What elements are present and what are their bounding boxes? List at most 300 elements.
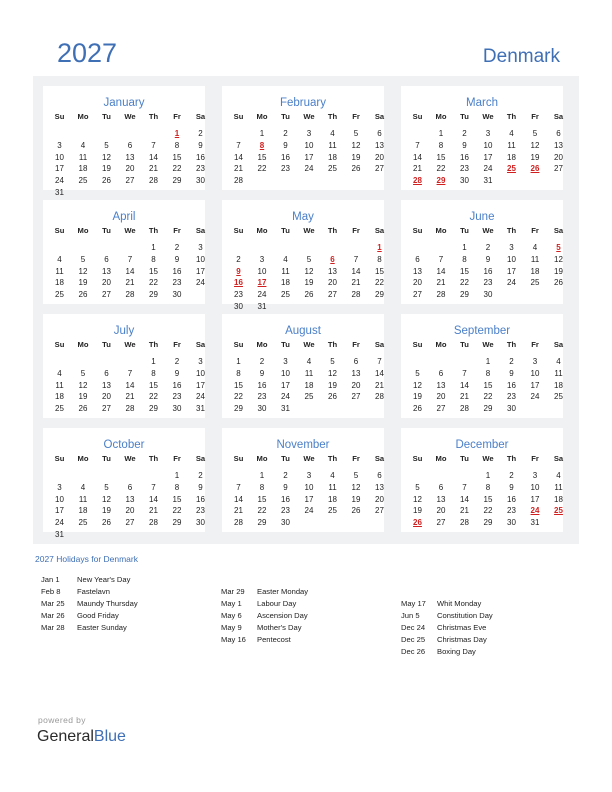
day-cell: 15 — [460, 266, 469, 276]
day-cell: 30 — [483, 290, 493, 300]
day-cell: 21 — [413, 164, 422, 174]
weekday-header: Tu — [102, 112, 111, 121]
weekday-header: We — [124, 340, 136, 349]
day-cell: 26 — [304, 290, 314, 300]
holiday-name: Pentecost — [257, 634, 291, 644]
holiday-day-cell: 6 — [330, 254, 335, 264]
day-cell: 27 — [102, 404, 111, 414]
month-october — [43, 428, 206, 539]
day-cell: 2 — [462, 129, 467, 138]
day-cell: 3 — [485, 129, 491, 138]
country-name: Denmark — [482, 46, 560, 67]
month-title: November — [276, 439, 330, 451]
month-march — [401, 86, 563, 190]
day-cell: 19 — [554, 266, 563, 276]
day-cell: 27 — [125, 176, 135, 186]
weekday-header: Th — [506, 454, 517, 463]
weekday-header: Fr — [531, 112, 539, 121]
weekday-header: Mo — [256, 226, 268, 235]
day-cell: 11 — [507, 140, 516, 150]
day-cell: 1 — [259, 129, 265, 138]
day-cell: 22 — [375, 278, 384, 288]
day-cell: 11 — [328, 482, 337, 492]
day-cell: 20 — [436, 392, 446, 402]
day-cell: 6 — [415, 254, 420, 264]
day-cell: 4 — [532, 243, 538, 252]
day-cell: 1 — [236, 357, 241, 366]
day-cell: 10 — [55, 152, 64, 162]
holiday-date: Mar 25 — [41, 598, 65, 608]
day-cell: 19 — [304, 278, 314, 288]
day-cell: 12 — [351, 482, 361, 492]
day-cell: 10 — [530, 482, 540, 492]
weekday-header: We — [482, 340, 494, 349]
day-cell: 27 — [375, 164, 384, 174]
holiday-day-cell: 1 — [174, 129, 180, 138]
day-cell: 18 — [554, 494, 563, 504]
day-cell: 3 — [198, 357, 203, 366]
day-cell: 17 — [55, 506, 64, 516]
holiday-name: Good Friday — [77, 610, 119, 620]
day-cell: 11 — [304, 368, 314, 378]
day-cell: 8 — [462, 254, 467, 264]
day-cell: 19 — [102, 164, 111, 174]
day-cell: 3 — [57, 482, 62, 492]
day-cell: 12 — [328, 368, 337, 378]
day-cell: 14 — [460, 494, 469, 504]
day-cell: 3 — [259, 254, 265, 264]
weekday-header: Tu — [102, 454, 111, 463]
day-cell: 16 — [172, 266, 182, 276]
day-cell: 15 — [257, 494, 267, 504]
month-title: June — [469, 211, 495, 223]
weekday-header: Tu — [460, 112, 469, 121]
day-cell: 29 — [483, 404, 493, 414]
month-title: September — [453, 325, 511, 337]
day-cell: 19 — [328, 380, 337, 390]
weekday-header: Su — [412, 226, 423, 235]
day-cell: 27 — [351, 392, 361, 402]
day-cell: 2 — [236, 254, 241, 264]
day-cell: 3 — [306, 129, 312, 138]
day-cell: 11 — [78, 494, 88, 504]
day-cell: 2 — [174, 357, 180, 366]
month-may — [222, 200, 385, 311]
day-cell: 20 — [328, 278, 337, 288]
day-cell: 12 — [102, 494, 111, 504]
holiday-date: Jan 1 — [41, 575, 60, 584]
weekday-header: Fr — [173, 112, 181, 121]
weekday-header: Fr — [173, 454, 181, 463]
day-cell: 15 — [172, 152, 182, 162]
weekday-header: Th — [148, 226, 159, 235]
weekday-header: Fr — [352, 226, 360, 235]
day-cell: 6 — [377, 471, 382, 480]
day-cell: 19 — [351, 152, 361, 162]
day-cell: 21 — [351, 278, 361, 288]
day-cell: 11 — [530, 254, 540, 264]
day-cell: 18 — [328, 494, 337, 504]
day-cell: 19 — [78, 278, 88, 288]
holiday-date: May 6 — [221, 610, 242, 620]
day-cell: 8 — [485, 368, 491, 378]
weekday-header: Fr — [173, 340, 181, 349]
day-cell: 17 — [196, 380, 205, 390]
holiday-name: Easter Sunday — [77, 622, 127, 632]
month-title: April — [112, 211, 136, 223]
day-cell: 13 — [102, 266, 111, 276]
holiday-date: May 17 — [401, 599, 426, 608]
day-cell: 15 — [234, 380, 243, 390]
day-cell: 16 — [281, 152, 290, 162]
weekday-header: We — [482, 454, 494, 463]
day-cell: 31 — [55, 530, 64, 539]
day-cell: 20 — [125, 506, 135, 516]
day-cell: 30 — [172, 290, 182, 300]
day-cell: 18 — [554, 380, 563, 390]
day-cell: 6 — [104, 368, 109, 378]
day-cell: 10 — [281, 368, 290, 378]
holiday-date: Dec 24 — [401, 622, 426, 632]
day-cell: 24 — [281, 392, 290, 402]
day-cell: 21 — [460, 506, 469, 516]
holiday-day-cell: 28 — [413, 176, 422, 186]
day-cell: 4 — [283, 254, 288, 264]
brand-blue: Blue — [93, 728, 126, 745]
weekday-header: Fr — [531, 226, 539, 235]
weekday-header: We — [482, 226, 494, 235]
day-cell: 11 — [554, 482, 563, 492]
day-cell: 5 — [415, 482, 420, 492]
day-cell: 20 — [102, 392, 111, 402]
day-cell: 5 — [306, 254, 312, 264]
day-cell: 9 — [174, 254, 180, 264]
weekday-header: Mo — [435, 340, 447, 349]
day-cell: 5 — [353, 471, 359, 480]
day-cell: 25 — [55, 290, 64, 300]
day-cell: 27 — [436, 404, 446, 414]
day-cell: 19 — [530, 152, 540, 162]
day-cell: 20 — [554, 152, 563, 162]
day-cell: 16 — [257, 380, 267, 390]
day-cell: 27 — [328, 290, 337, 300]
day-cell: 4 — [330, 471, 335, 480]
day-cell: 15 — [483, 380, 493, 390]
day-cell: 13 — [125, 152, 135, 162]
day-cell: 23 — [507, 392, 516, 402]
day-cell: 2 — [509, 357, 514, 366]
day-cell: 21 — [234, 506, 243, 516]
weekday-header: Mo — [77, 112, 89, 121]
day-cell: 6 — [377, 129, 382, 138]
day-cell: 15 — [375, 266, 384, 276]
weekday-header: Tu — [281, 112, 290, 121]
day-cell: 8 — [174, 140, 180, 150]
weekday-header: Su — [54, 454, 65, 463]
holiday-day-cell: 25 — [507, 164, 516, 174]
weekday-header: Sa — [195, 454, 206, 463]
day-cell: 7 — [236, 482, 241, 492]
day-cell: 2 — [198, 129, 203, 138]
weekday-header: Fr — [531, 454, 539, 463]
weekday-header: Su — [233, 454, 244, 463]
day-cell: 6 — [438, 482, 444, 492]
day-cell: 27 — [413, 290, 422, 300]
holiday-name: Whit Monday — [437, 599, 482, 608]
weekday-header: Th — [506, 226, 517, 235]
day-cell: 20 — [351, 380, 361, 390]
day-cell: 13 — [351, 368, 361, 378]
holiday-day-cell: 25 — [554, 506, 563, 516]
day-cell: 7 — [151, 482, 156, 492]
day-cell: 8 — [151, 368, 156, 378]
weekday-header: Th — [148, 340, 159, 349]
day-cell: 24 — [196, 278, 205, 288]
month-august — [222, 314, 384, 418]
day-cell: 28 — [436, 290, 446, 300]
day-cell: 16 — [172, 380, 182, 390]
day-cell: 25 — [554, 392, 563, 402]
day-cell: 2 — [283, 471, 288, 480]
day-cell: 23 — [172, 392, 182, 402]
day-cell: 18 — [304, 380, 314, 390]
powered-by-text: powered by — [38, 715, 86, 725]
day-cell: 4 — [57, 254, 62, 264]
day-cell: 10 — [483, 140, 493, 150]
holiday-day-cell: 24 — [530, 506, 540, 516]
day-cell: 17 — [530, 380, 540, 390]
day-cell: 21 — [125, 392, 135, 402]
day-cell: 26 — [328, 392, 337, 402]
day-cell: 16 — [196, 494, 205, 504]
day-cell: 28 — [460, 404, 469, 414]
day-cell: 26 — [351, 506, 361, 516]
day-cell: 20 — [102, 278, 111, 288]
day-cell: 21 — [149, 506, 158, 516]
day-cell: 14 — [149, 494, 158, 504]
day-cell: 17 — [196, 266, 205, 276]
holiday-date: Mar 29 — [221, 587, 245, 596]
day-cell: 31 — [530, 518, 540, 528]
day-cell: 1 — [438, 129, 444, 138]
weekday-header: We — [303, 226, 315, 235]
day-cell: 5 — [80, 254, 86, 264]
day-cell: 24 — [530, 392, 540, 402]
day-cell: 14 — [436, 266, 446, 276]
weekday-header: Sa — [195, 226, 206, 235]
holiday-name: Mother's Day — [257, 622, 302, 632]
day-cell: 28 — [125, 290, 135, 300]
holiday-name: Constitution Day — [437, 610, 493, 620]
weekday-header: Sa — [195, 112, 206, 121]
day-cell: 24 — [55, 176, 64, 186]
day-cell: 6 — [127, 140, 133, 150]
weekday-header: Sa — [553, 112, 564, 121]
day-cell: 10 — [257, 266, 267, 276]
day-cell: 12 — [413, 494, 422, 504]
day-cell: 12 — [102, 152, 111, 162]
day-cell: 10 — [507, 254, 516, 264]
day-cell: 17 — [281, 380, 290, 390]
weekday-header: Mo — [77, 226, 89, 235]
weekday-header: Su — [54, 112, 65, 121]
day-cell: 26 — [554, 278, 563, 288]
day-cell: 15 — [149, 380, 158, 390]
day-cell: 6 — [556, 129, 561, 138]
holiday-name: Boxing Day — [437, 646, 476, 656]
holiday-date: May 9 — [221, 622, 242, 632]
day-cell: 5 — [104, 140, 109, 150]
weekday-header: Su — [412, 112, 423, 121]
day-cell: 30 — [460, 176, 469, 186]
month-september — [401, 314, 563, 418]
day-cell: 13 — [375, 140, 384, 150]
day-cell: 27 — [375, 506, 384, 516]
day-cell: 5 — [415, 368, 420, 378]
day-cell: 23 — [507, 506, 516, 516]
day-cell: 29 — [483, 518, 493, 528]
weekday-header: Sa — [374, 112, 385, 121]
generalblue-logo — [37, 728, 126, 746]
day-cell: 28 — [125, 404, 135, 414]
weekday-header: Fr — [352, 112, 360, 121]
weekday-header: Th — [148, 112, 159, 121]
day-cell: 16 — [507, 494, 516, 504]
weekday-header: Sa — [553, 226, 564, 235]
day-cell: 21 — [234, 164, 243, 174]
day-cell: 22 — [460, 278, 469, 288]
weekday-header: Tu — [460, 226, 469, 235]
day-cell: 5 — [330, 357, 335, 366]
day-cell: 31 — [483, 176, 493, 186]
day-cell: 18 — [530, 266, 540, 276]
day-cell: 26 — [102, 518, 111, 528]
day-cell: 24 — [55, 518, 64, 528]
day-cell: 6 — [438, 368, 444, 378]
day-cell: 23 — [460, 164, 469, 174]
day-cell: 22 — [172, 164, 182, 174]
holiday-date: May 16 — [221, 634, 246, 644]
day-cell: 26 — [413, 404, 422, 414]
holiday-name: Easter Monday — [257, 587, 309, 596]
weekday-header: Su — [233, 112, 244, 121]
day-cell: 18 — [328, 152, 337, 162]
weekday-header: Su — [233, 226, 244, 235]
day-cell: 8 — [174, 482, 180, 492]
holiday-day-cell: 16 — [234, 278, 243, 288]
day-cell: 24 — [304, 506, 314, 516]
month-november — [222, 428, 384, 532]
day-cell: 4 — [556, 471, 561, 480]
day-cell: 17 — [530, 494, 540, 504]
day-cell: 2 — [485, 243, 491, 252]
day-cell: 23 — [196, 164, 205, 174]
day-cell: 7 — [236, 140, 241, 150]
month-title: July — [113, 325, 135, 337]
page-title-year: 2027 — [57, 38, 118, 68]
day-cell: 5 — [532, 129, 538, 138]
day-cell: 13 — [413, 266, 422, 276]
day-cell: 4 — [330, 129, 335, 138]
day-cell: 27 — [102, 290, 111, 300]
holiday-name: Christmas Day — [437, 634, 487, 644]
day-cell: 7 — [151, 140, 156, 150]
day-cell: 12 — [554, 254, 563, 264]
weekday-header: Mo — [77, 340, 89, 349]
weekday-header: We — [303, 112, 315, 121]
day-cell: 8 — [259, 482, 265, 492]
weekday-header: Sa — [374, 340, 385, 349]
day-cell: 31 — [257, 302, 267, 311]
day-cell: 1 — [151, 357, 156, 366]
weekday-header: We — [482, 112, 494, 121]
day-cell: 10 — [196, 254, 205, 264]
day-cell: 3 — [532, 357, 538, 366]
day-cell: 25 — [78, 518, 88, 528]
day-cell: 7 — [127, 368, 133, 378]
day-cell: 11 — [281, 266, 290, 276]
day-cell: 26 — [351, 164, 361, 174]
holiday-name: Christmas Eve — [437, 622, 487, 632]
day-cell: 19 — [351, 494, 361, 504]
weekday-header: Tu — [102, 226, 111, 235]
day-cell: 12 — [78, 380, 88, 390]
holiday-date: Feb 8 — [41, 586, 61, 596]
holiday-day-cell: 17 — [257, 278, 267, 288]
day-cell: 28 — [351, 290, 361, 300]
day-cell: 10 — [530, 368, 540, 378]
day-cell: 17 — [483, 152, 493, 162]
day-cell: 16 — [460, 152, 469, 162]
day-cell: 9 — [509, 368, 514, 378]
day-cell: 3 — [509, 243, 514, 252]
day-cell: 11 — [55, 380, 64, 390]
day-cell: 23 — [234, 290, 243, 300]
day-cell: 1 — [151, 243, 156, 252]
day-cell: 4 — [556, 357, 561, 366]
day-cell: 21 — [460, 392, 469, 402]
day-cell: 13 — [554, 140, 563, 150]
day-cell: 30 — [196, 518, 205, 528]
weekday-header: We — [303, 340, 315, 349]
day-cell: 1 — [485, 357, 491, 366]
day-cell: 15 — [149, 266, 158, 276]
day-cell: 30 — [172, 404, 182, 414]
day-cell: 20 — [436, 506, 446, 516]
day-cell: 29 — [172, 518, 182, 528]
weekday-header: Su — [54, 340, 65, 349]
day-cell: 16 — [483, 266, 493, 276]
day-cell: 20 — [375, 494, 384, 504]
day-cell: 19 — [78, 392, 88, 402]
day-cell: 17 — [507, 266, 516, 276]
day-cell: 6 — [127, 482, 133, 492]
day-cell: 3 — [57, 140, 62, 150]
day-cell: 19 — [413, 506, 422, 516]
holiday-day-cell: 26 — [530, 164, 540, 174]
day-cell: 1 — [462, 243, 467, 252]
day-cell: 26 — [102, 176, 111, 186]
day-cell: 2 — [283, 129, 288, 138]
weekday-header: Mo — [256, 112, 268, 121]
day-cell: 11 — [554, 368, 563, 378]
day-cell: 27 — [125, 518, 135, 528]
day-cell: 1 — [485, 471, 491, 480]
day-cell: 5 — [104, 482, 109, 492]
day-cell: 29 — [257, 518, 267, 528]
day-cell: 13 — [436, 494, 446, 504]
weekday-header: Sa — [374, 226, 385, 235]
